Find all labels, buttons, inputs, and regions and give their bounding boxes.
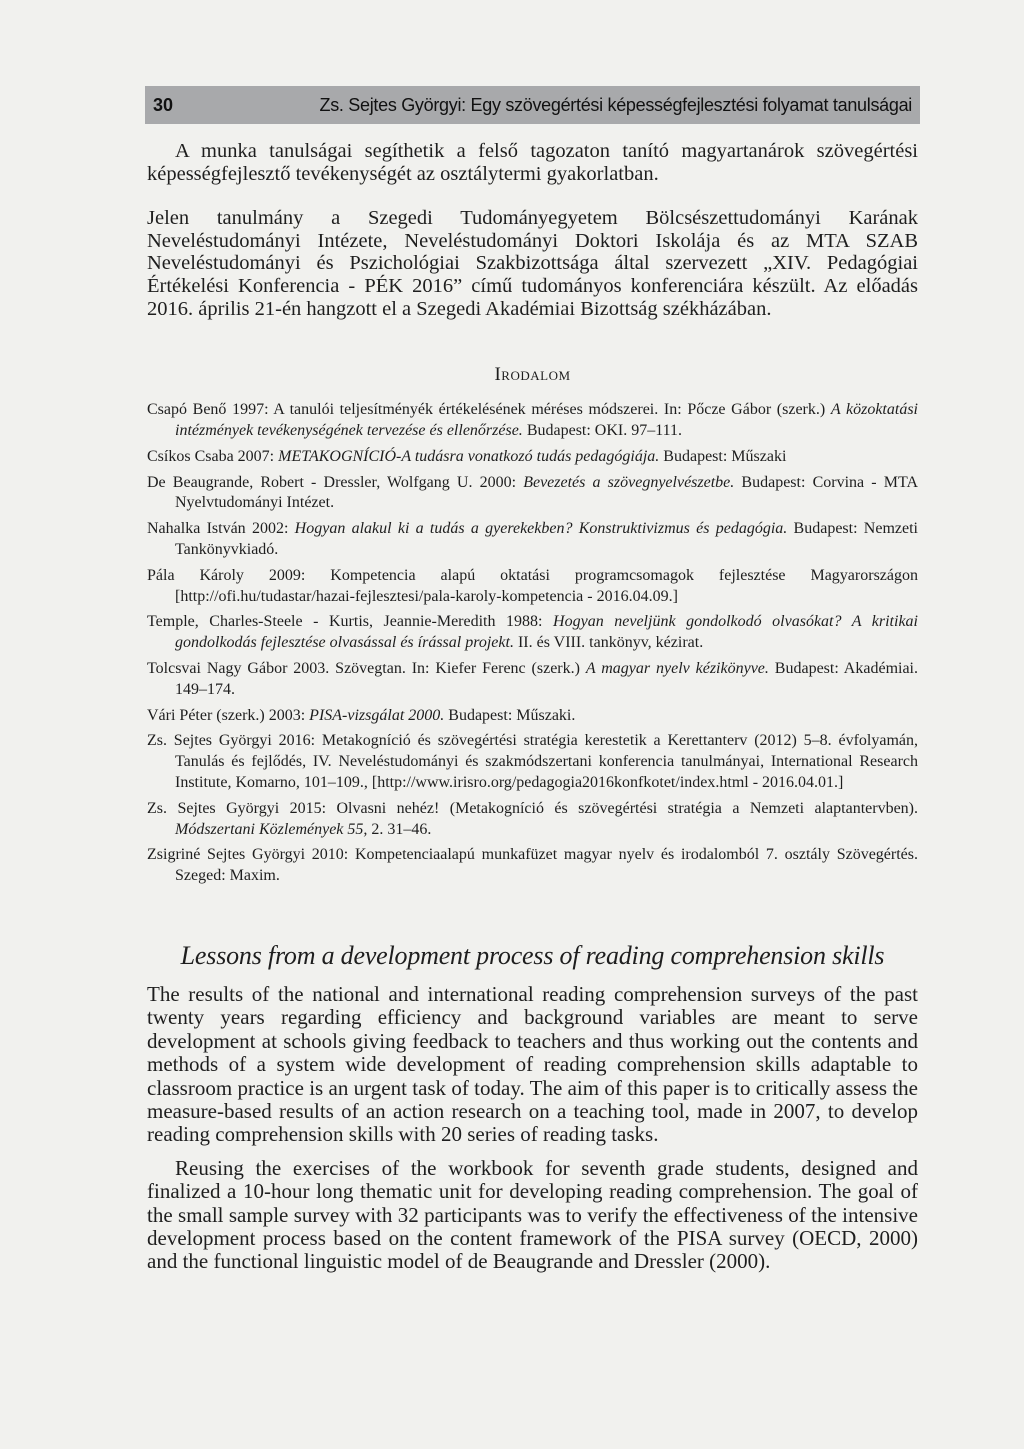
reference-before-text: Temple, Charles-Steele - Kurtis, Jeannie-Meredith 1988: [147, 613, 554, 631]
reference-before-text: Csíkos Csaba 2007: [147, 447, 279, 465]
running-title: Zs. Sejtes Györgyi: Egy szövegértési képességfejlesztési folyamat tanulságai [319, 95, 912, 115]
reference-before-text: Pála Károly 2009: Kompetencia alapú oktatási programcsomagok fejlesztése Magyarországon [http://ofi.hu/tudastar/hazai-fejlesztesi/pala-karoly-kompetencia - 2016.04.09.] [147, 566, 918, 605]
reference-before-text: Zs. Sejtes Györgyi 2016: Metakogníció és szövegértési stratégia kerestetik a Kerettanterv (2012) 5–8. évfolyamán, Tanulás és fejlődés, IV. Neveléstudományi és szakmódszertani konferencia tanulmányai, International Research Institute, Komarno, 101–109., [http://www.irisro.org/pedagogia2016konfkotet/index.html - 2016.04.01.] [147, 732, 918, 791]
reference-italic-text: PISA-vizsgálat 2000. [309, 706, 445, 724]
reference-item [147, 447, 918, 468]
reference-before-text: Zsigriné Sejtes Györgyi 2010: Kompetenciaalapú munkafüzet magyar nyelv és irodalomból 7. osztály Szövegértés. Szeged: Maxim. [147, 846, 918, 885]
reference-before-text: Zs. Sejtes Györgyi 2015: Olvasni nehéz! (Metakogníció és szövegértési stratégia a Nemzeti alaptantervben). [147, 799, 918, 817]
reference-item [147, 731, 918, 793]
reference-before-text: Vári Péter (szerk.) 2003: [147, 706, 310, 724]
reference-italic-text: Hogyan neveljünk gondolkodó olvasókat? A kritikai gondolkodás fejlesztése olvasással és írással projekt. [175, 613, 918, 652]
reference-before-text: Csapó Benő 1997: A tanulói teljesítményék értékelésének méréses módszerei. In: Pőcze Gábor (szerk.) [147, 401, 831, 419]
reference-italic-text: A közoktatási intézmények tevékenységének tervezése és ellenőrzése. [175, 401, 918, 439]
reference-before-text: De Beaugrande, Robert - Dressler, Wolfgang U. 2000: [147, 473, 524, 491]
reference-after-text: II. és VIII. tankönyv, kézirat. [513, 634, 704, 652]
reference-item [147, 659, 918, 701]
reference-item [147, 400, 918, 442]
reference-after-text: Budapest: Nemzeti Tankönyvkiadó. [175, 520, 919, 558]
reference-after-text: Budapest: Corvina - MTA Nyelvtudományi Intézet. [175, 473, 919, 512]
intro-paragraph-1: A munka tanulságai segíthetik a felső tagozaton tanító magyartanárok szövegértési képességfejlesztő tevékenységét az osztálytermi gyakorlatban. [147, 140, 918, 185]
english-paragraph-1: The results of the national and international reading comprehension surveys of the past twenty years regarding efficiency and background variables are meant to serve development at schools giving feedback to teachers and thus working out the contents and methods of a system wide development of reading comprehension skills adaptable to classroom practice is an urgent task of today. The aim of this paper is to critically assess the measure-based results of an action research on a teaching tool, made in 2007, to develop reading comprehension skills with 20 series of reading tasks. [147, 981, 918, 1147]
page-number: 30 [153, 95, 174, 115]
reference-italic-text: METAKOGNÍCIÓ-A tudásra vonatkozó tudás pedagógiája. [278, 447, 660, 465]
intro-paragraph-2: Jelen tanulmány a Szegedi Tudományegyetem Bölcsészettudományi Karának Neveléstudományi Intézete, Neveléstudományi Doktori Iskolája és az MTA SZAB Neveléstudományi és Pszichológiai Szakbizottsága által szervezett „XIV. Pedagógiai Értékelési Konferencia - PÉK 2016” című tudományos konferenciára készült. Az előadás 2016. április 21-én hangzott el a Szegedi Akadémiai Bizottság székházában. [147, 207, 918, 320]
reference-italic-text: Bevezetés a szövegnyelvészetbe. [523, 473, 735, 491]
reference-item [147, 519, 918, 561]
reference-after-text: Budapest: Műszaki. [444, 706, 576, 724]
reference-after-text: Budapest: Műszaki [659, 447, 787, 465]
references-heading: Irodalom [494, 364, 571, 386]
page-body [147, 140, 918, 1284]
english-paragraph-2: Reusing the exercises of the workbook for seventh grade students, designed and finalized a 10-hour long thematic unit for developing reading comprehension. The goal of the small sample survey with 32 participants was to verify the effectiveness of the intensive development process based on the content framework of the PISA survey (OECD, 2000) and the functional linguistic model of de Beaugrande and Dressler (2000). [147, 1155, 918, 1274]
reference-italic-text: A magyar nyelv kézikönyve. [585, 659, 769, 677]
reference-item [147, 612, 918, 654]
reference-before-text: Tolcsvai Nagy Gábor 2003. Szövegtan. In: Kiefer Ferenc (szerk.) [147, 659, 586, 677]
reference-item [147, 566, 918, 608]
reference-italic-text: Módszertani Közlemények 55, [175, 820, 368, 838]
reference-item [147, 473, 918, 515]
english-title: Lessons from a development process of reading comprehension skills [180, 940, 885, 970]
reference-item [147, 706, 918, 727]
references-list [147, 400, 918, 887]
reference-after-text: Budapest: Akadémiai. 149–174. [175, 659, 919, 698]
reference-after-text: 2. 31–46. [367, 820, 432, 838]
reference-before-text: Nahalka István 2002: [147, 520, 295, 538]
running-header [145, 86, 920, 124]
reference-item [147, 845, 918, 887]
reference-italic-text: Hogyan alakul ki a tudás a gyerekekben? Konstruktivizmus és pedagógia. [294, 520, 788, 538]
reference-item [147, 799, 918, 841]
reference-after-text: Budapest: OKI. 97–111. [522, 421, 683, 439]
